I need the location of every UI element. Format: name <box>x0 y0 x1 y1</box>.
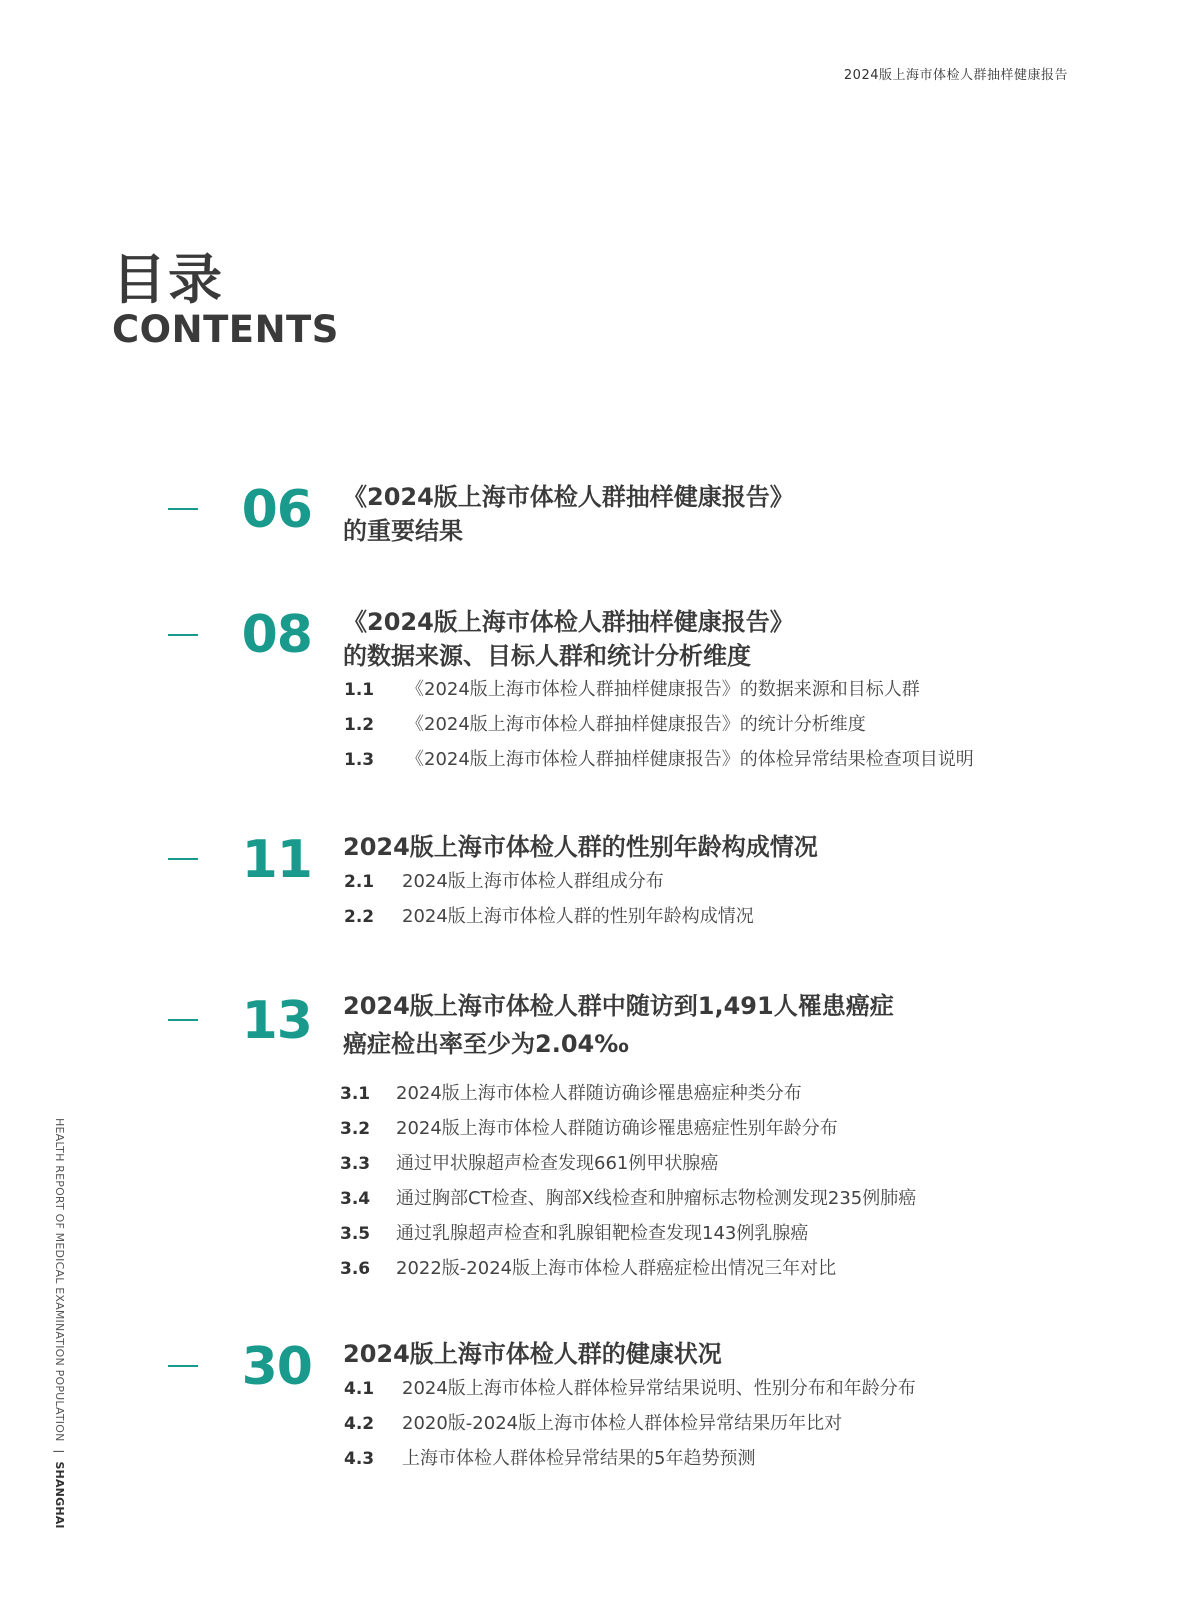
subitem-text: 2024版上海市体检人群的性别年龄构成情况 <box>402 906 754 927</box>
section-page-number: 13 <box>241 991 312 1051</box>
subitem-text: 通过甲状腺超声检查发现661例甲状腺癌 <box>396 1153 719 1174</box>
toc-subitem[interactable] <box>344 1447 755 1471</box>
subitem-text: 2024版上海市体检人群随访确诊罹患癌症种类分布 <box>396 1083 802 1104</box>
subitem-number: 3.4 <box>340 1189 371 1209</box>
subitem-number: 3.5 <box>340 1224 371 1244</box>
subitem-number: 3.2 <box>340 1119 371 1139</box>
section-title-line2: 的数据来源、目标人群和统计分析维度 <box>343 642 751 670</box>
subitem-text: 《2024版上海市体检人群抽样健康报告》的体检异常结果检查项目说明 <box>406 749 974 770</box>
section-title[interactable] <box>343 1337 722 1371</box>
toc-subitem[interactable] <box>344 748 974 772</box>
subitem-number: 4.3 <box>344 1449 375 1469</box>
toc-subitem[interactable] <box>340 1222 808 1246</box>
section-title-line1: 《2024版上海市体检人群抽样健康报告》 <box>343 483 794 511</box>
contents-title-block <box>112 248 339 351</box>
subitem-text: 2024版上海市体检人群体检异常结果说明、性别分布和年龄分布 <box>402 1378 916 1399</box>
section-dash <box>168 508 198 510</box>
page-header-title: 2024版上海市体检人群抽样健康报告 <box>843 68 1068 83</box>
section-title[interactable] <box>343 987 894 1063</box>
subitem-text: 2020版-2024版上海市体检人群体检异常结果历年比对 <box>402 1413 843 1434</box>
section-dash <box>168 634 198 636</box>
section-page-number: 08 <box>241 605 312 665</box>
subitem-number: 1.2 <box>344 715 375 735</box>
section-title-line1: 2024版上海市体检人群的健康状况 <box>343 1340 722 1368</box>
section-title[interactable] <box>343 480 794 548</box>
toc-subitem[interactable] <box>344 678 920 702</box>
side-city: SHANGHAI <box>53 1461 66 1529</box>
side-running-title <box>53 1118 66 1529</box>
subitem-number: 1.3 <box>344 750 375 770</box>
toc-subitem[interactable] <box>344 1377 916 1401</box>
subitem-text: 上海市体检人群体检异常结果的5年趋势预测 <box>402 1448 756 1469</box>
toc-subitem[interactable] <box>340 1187 916 1211</box>
subitem-text: 通过胸部CT检查、胸部X线检查和肿瘤标志物检测发现235例肺癌 <box>396 1188 917 1209</box>
section-title-line2: 的重要结果 <box>343 517 463 545</box>
subitem-number: 4.2 <box>344 1414 375 1434</box>
toc-subitem[interactable] <box>340 1082 802 1106</box>
section-page-number: 30 <box>241 1337 312 1397</box>
toc-subitem[interactable] <box>344 1412 842 1436</box>
subitem-number: 3.3 <box>340 1154 371 1174</box>
toc-subitem[interactable] <box>344 870 664 894</box>
toc-subitem[interactable] <box>340 1152 718 1176</box>
side-separator: | <box>53 1449 66 1454</box>
side-report-name: HEALTH REPORT OF MEDICAL EXAMINATION POPULATION <box>53 1118 66 1442</box>
section-page-number: 11 <box>241 830 312 890</box>
section-dash <box>168 1019 198 1021</box>
section-title-line1: 2024版上海市体检人群的性别年龄构成情况 <box>343 833 818 861</box>
subitem-number: 2.1 <box>344 872 375 892</box>
subitem-text: 2024版上海市体检人群组成分布 <box>402 871 664 892</box>
section-dash <box>168 858 198 860</box>
section-title[interactable] <box>343 605 794 673</box>
section-page-number: 06 <box>241 480 312 540</box>
toc-subitem[interactable] <box>344 905 754 929</box>
section-title-line2: 癌症检出率至少为2.04‰ <box>343 1030 629 1058</box>
subitem-number: 3.6 <box>340 1259 371 1279</box>
section-dash <box>168 1365 198 1367</box>
section-title-line1: 《2024版上海市体检人群抽样健康报告》 <box>343 608 794 636</box>
subitem-number: 2.2 <box>344 907 375 927</box>
subitem-text: 2022版-2024版上海市体检人群癌症检出情况三年对比 <box>396 1258 837 1279</box>
subitem-text: 通过乳腺超声检查和乳腺钼靶检查发现143例乳腺癌 <box>396 1223 809 1244</box>
subitem-number: 3.1 <box>340 1084 371 1104</box>
subitem-number: 4.1 <box>344 1379 375 1399</box>
contents-title-cn: 目录 <box>112 248 224 311</box>
subitem-text: 2024版上海市体检人群随访确诊罹患癌症性别年龄分布 <box>396 1118 838 1139</box>
subitem-text: 《2024版上海市体检人群抽样健康报告》的统计分析维度 <box>406 714 866 735</box>
subitem-number: 1.1 <box>344 680 375 700</box>
toc-subitem[interactable] <box>340 1117 838 1141</box>
toc-subitem[interactable] <box>340 1257 836 1281</box>
subitem-text: 《2024版上海市体检人群抽样健康报告》的数据来源和目标人群 <box>406 679 920 700</box>
toc-subitem[interactable] <box>344 713 866 737</box>
section-title[interactable] <box>343 830 818 864</box>
section-title-line1: 2024版上海市体检人群中随访到1,491人罹患癌症 <box>343 992 894 1020</box>
contents-title-en: CONTENTS <box>112 308 339 351</box>
